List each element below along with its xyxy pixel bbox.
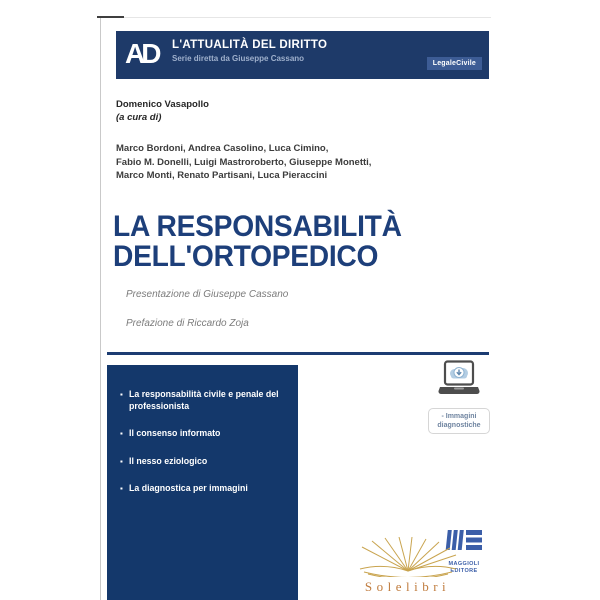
series-header-text [172, 39, 327, 63]
contributors-line: Marco Bordoni, Andrea Casolino, Luca Cimino, [116, 143, 329, 154]
open-book-sun-rays-icon [352, 537, 464, 577]
book-title-line2: DELL'ORTOPEDICO [113, 240, 379, 273]
scan-edge-artifact [97, 16, 124, 18]
editor-role: (a cura di) [116, 112, 162, 123]
divider-rule [107, 352, 489, 355]
series-header-bar [116, 31, 489, 79]
series-subtitle: Serie diretta da Giuseppe Cassano [172, 54, 305, 63]
series-title: L'ATTUALITÀ DEL DIRITTO [172, 39, 328, 51]
bullet-square-icon: ▪ [120, 484, 123, 493]
topic-text: La responsabilità civile e penale del professionista [129, 389, 279, 411]
bullet-square-icon: ▪ [120, 429, 123, 438]
series-category-badge: LegaleCivile [427, 57, 482, 70]
topic-item [120, 483, 288, 495]
editor-block [116, 98, 209, 124]
topic-item [120, 389, 288, 412]
series-ad-logo: AD [125, 38, 158, 69]
contributors-line: Fabio M. Donelli, Luigi Mastroroberto, Giuseppe Monetti, [116, 156, 372, 168]
laptop-cloud-download-icon [436, 360, 482, 398]
bullet-square-icon: ▪ [120, 390, 123, 399]
topic-item [120, 428, 288, 440]
presentation-credit: Presentazione di Giuseppe Cassano [126, 289, 289, 300]
bookstore-watermark-text: Solelibri [364, 579, 451, 594]
topic-text: Il consenso informato [129, 428, 221, 438]
topic-text: La diagnostica per immagini [129, 483, 248, 493]
contributors-block [116, 142, 371, 183]
editor-name: Domenico Vasapollo [116, 99, 209, 110]
topics-panel [107, 365, 298, 600]
book-title-line1: LA RESPONSABILITÀ [113, 210, 402, 243]
topic-item [120, 456, 288, 468]
bullet-square-icon: ▪ [120, 456, 123, 466]
online-content-block [409, 360, 509, 434]
book-cover [100, 17, 491, 600]
publisher-name-line1: MAGGIOLI [448, 561, 480, 567]
book-title [113, 212, 402, 272]
online-content-label: - Immagini diagnostiche [428, 408, 490, 434]
topic-text: Il nesso eziologico [129, 455, 208, 466]
bookstore-watermark [350, 537, 465, 594]
contributors-line: Marco Monti, Renato Partisani, Luca Pieraccini [116, 170, 328, 181]
publisher-name-line2: EDITORE [450, 568, 478, 574]
preface-credit: Prefazione di Riccardo Zoja [126, 318, 249, 329]
